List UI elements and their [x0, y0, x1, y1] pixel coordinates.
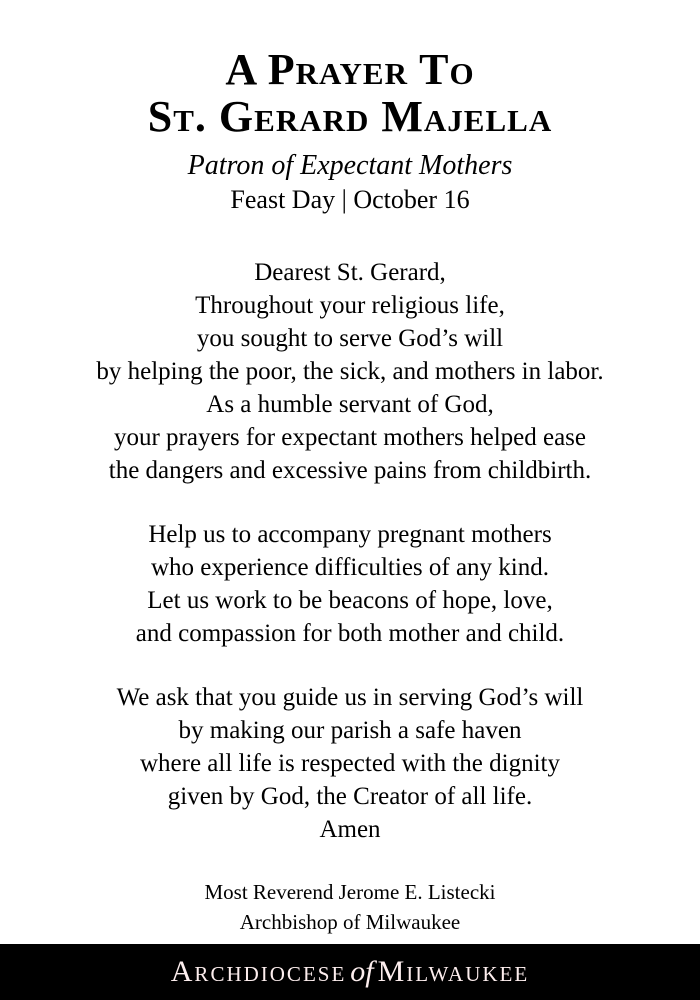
attribution-block [0, 877, 700, 938]
prayer-line: We ask that you guide us in serving God’s will [116, 683, 584, 711]
organization-connector: of [350, 955, 374, 988]
prayer-line: who experience difficulties of any kind. [150, 553, 550, 581]
prayer-line: Dearest St. Gerard, [254, 258, 446, 286]
footer-bar [0, 944, 700, 1000]
attribution-role: Archbishop of Milwaukee [239, 909, 461, 934]
prayer-line: you sought to serve God’s will [196, 324, 504, 352]
prayer-line: by making our parish a safe haven [178, 716, 522, 744]
title-line-2: St. Gerard Majella [147, 92, 553, 142]
organization-part-2: Milwaukee [377, 955, 530, 988]
prayer-line: and compassion for both mother and child. [135, 619, 565, 647]
prayer-line: given by God, the Creator of all life. [167, 782, 533, 810]
prayer-line: Help us to accompany pregnant mothers [148, 520, 552, 548]
prayer-line: your prayers for expectant mothers helped ease [113, 423, 587, 451]
prayer-paragraph-1 [0, 256, 700, 487]
prayer-line: As a humble servant of God, [206, 390, 494, 418]
prayer-line: by helping the poor, the sick, and mothers in labor. [96, 357, 604, 385]
prayer-paragraph-2 [0, 518, 700, 650]
prayer-line: Throughout your religious life, [195, 291, 505, 319]
title-line-1: A Prayer To [225, 45, 475, 94]
prayer-paragraph-3 [0, 681, 700, 846]
prayer-line: the dangers and excessive pains from childbirth. [108, 456, 592, 484]
prayer-line: Amen [319, 815, 381, 843]
card-header [0, 0, 700, 216]
attribution-name: Most Reverend Jerome E. Listecki [204, 879, 496, 904]
organization-name [171, 955, 529, 989]
patron-subtitle: Patron of Expectant Mothers [187, 150, 513, 182]
prayer-line: where all life is respected with the dignity [139, 749, 560, 777]
page-title [0, 46, 700, 140]
organization-part-1: Archdiocese [170, 955, 347, 988]
feast-day-line: Feast Day | October 16 [230, 185, 470, 215]
prayer-body [0, 256, 700, 846]
prayer-line: Let us work to be beacons of hope, love, [147, 586, 553, 614]
